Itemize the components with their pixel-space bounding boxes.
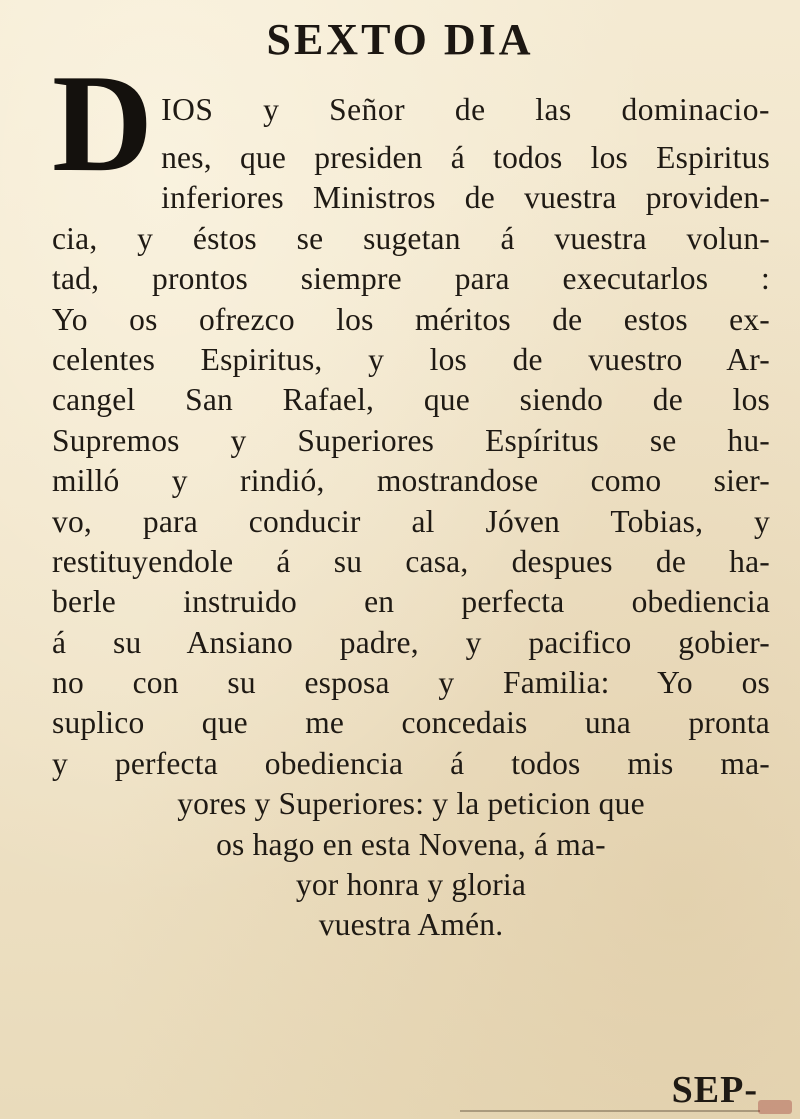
- text-line-3: inferiores Ministros de vuestra providen-: [161, 180, 770, 216]
- page-edge-line: [460, 1110, 760, 1112]
- prayer-text: [52, 46, 770, 946]
- text-line-6: Yo os ofrezco los méritos de estos ex-: [52, 301, 770, 337]
- text-line-4: cia, y éstos se sugetan á vuestra volun-: [52, 220, 770, 256]
- ink-stain: [758, 1100, 792, 1114]
- text-line-13: berle instruido en perfecta obediencia: [52, 584, 770, 620]
- text-line-18: yores y Superiores: y la peticion que: [177, 786, 645, 822]
- text-line-10: milló y rindió, mostrandose como sier-: [52, 463, 770, 499]
- text-line-1: IOS y Señor de las dominacio-: [161, 92, 770, 127]
- text-line-8: cangel San Rafael, que siendo de los: [52, 382, 770, 418]
- text-line-14: á su Ansiano padre, y pacifico gobier-: [52, 624, 770, 660]
- text-line-9: Supremos y Superiores Espíritus se hu-: [52, 422, 770, 458]
- text-line-17: y perfecta obediencia á todos mis ma-: [52, 745, 770, 781]
- catchword: SEP-: [671, 1069, 758, 1111]
- text-line-15: no con su esposa y Familia: Yo os: [52, 665, 770, 701]
- text-line-21: vuestra Amén.: [318, 907, 504, 943]
- text-line-12: restituyendole á su casa, despues de ha-: [52, 543, 770, 579]
- drop-cap: D: [52, 46, 154, 201]
- text-line-5: tad, prontos siempre para executarlos :: [52, 261, 770, 297]
- text-line-7: celentes Espiritus, y los de vuestro Ar-: [52, 341, 770, 377]
- text-line-11: vo, para conducir al Jóven Tobias, y: [52, 503, 770, 539]
- text-line-20: yor honra y gloria: [295, 867, 527, 903]
- text-line-19: os hago en esta Novena, á ma-: [216, 826, 606, 862]
- text-line-16: suplico que me concedais una pronta: [52, 705, 770, 741]
- text-line-2: nes, que presiden á todos los Espiritus: [161, 140, 770, 175]
- page-heading: SEXTO DIA: [266, 15, 534, 64]
